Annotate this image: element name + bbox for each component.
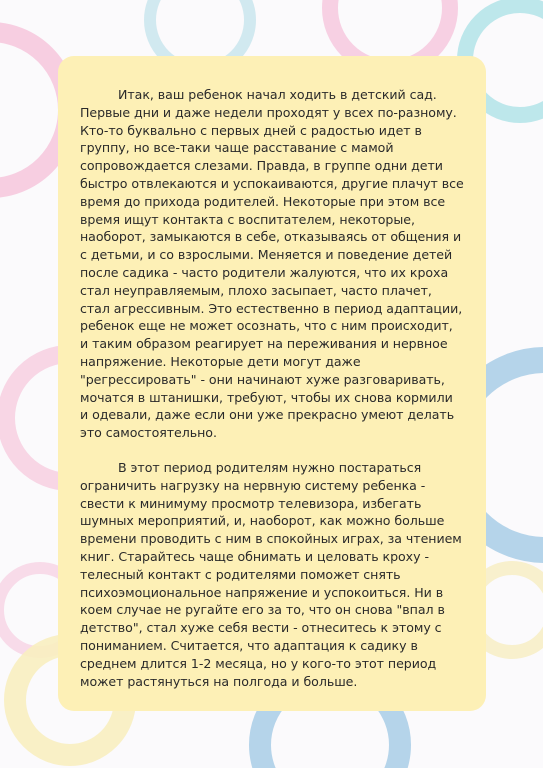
article-paragraph-1: Итак, ваш ребенок начал ходить в детский сад. Первые дни и даже недели проходят у всех по-разному. Кто-то буквально с первых дней с радостью идет в группу, но все-таки чаще расставание с мамой сопровождается слезами. Правда, в группе одни дети быстро отвлекаются и успокаиваются, другие плачут все время до прихода родителей. Некоторые при этом все время ищут контакта с воспитателем, некоторые, наоборот, замыкаются в себе, отказываясь от общения и с детьми, и со взрослыми. Меняется и поведение детей после садика - часто родители жалуются, что их кроха стал неуправляемым, плохо засыпает, часто плачет, стал агрессивным. Это естественно в период адаптации, ребенок еще не может осознать, что с ним происходит, и таким образом реагирует на переживания и нервное напряжение. Некоторые дети могут даже "регрессировать" - они начинают хуже разговаривать, мочатся в штанишки, требуют, чтобы их снова кормили и одевали, даже если они уже прекрасно умеют делать это самостоятельно.	[80, 87, 464, 441]
article-paragraph-2: В этот период родителям нужно постараться ограничить нагрузку на нервную систему ребенка - свести к минимуму просмотр телевизора, избегать шумных мероприятий, и, наоборот, как можно больше времени проводить с ним в спокойных играх, за чтением книг. Старайтесь чаще обнимать и целовать кроху - телесный контакт с родителями поможет снять психоэмоциональное напряжение и успокоиться. Ни в коем случае не ругайте его за то, что он снова "впал в детство", стал хуже себя вести - отнеситесь к этому с пониманием. Считается, что адаптация к садику в среднем длится 1-2 месяца, но у кого-то этот период может растянуться на полгода и больше.	[80, 459, 462, 689]
article-card	[58, 56, 486, 711]
